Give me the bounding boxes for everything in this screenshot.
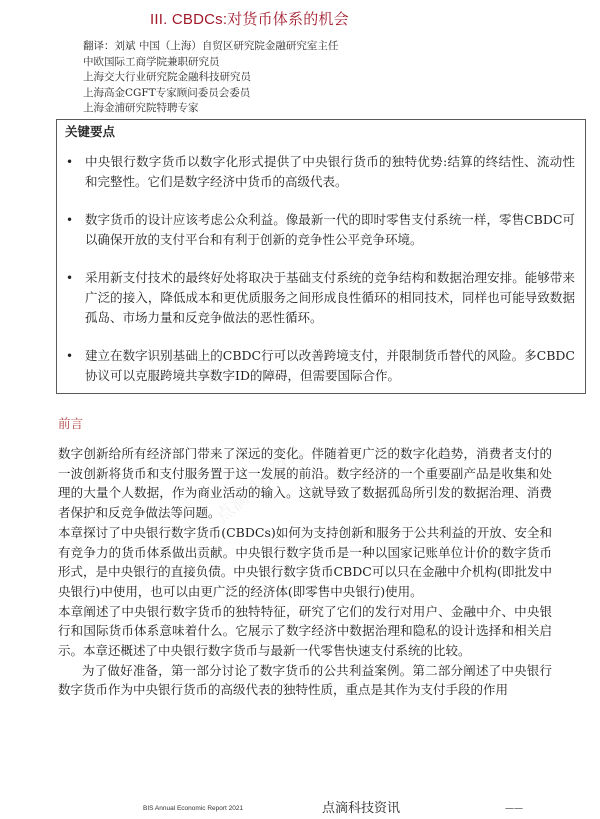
key-point-item — [57, 346, 585, 386]
preface-body — [58, 444, 552, 700]
key-points-title: 关键要点 — [65, 124, 116, 139]
body-paragraph: 数字创新给所有经济部门带来了深远的变化。伴随着更广泛的数字化趋势，消费者支付的一波创新将货币和支付服务置于这一发展的前沿。数字经济的一个重要副产品是收集和处理的大量个人数据，作为商业活动的输入。这就导致了数据孤岛所引发的数据治理、消费者保护和反竞争做法等问题。 — [58, 446, 552, 521]
footer-page: —— — [505, 804, 523, 814]
translator-line: 翻译：刘斌 中国（上海）自贸区研究院金融研究室主任 — [83, 40, 339, 52]
bullet-icon: • — [66, 213, 74, 227]
watermark: 点滴科技资讯 — [211, 441, 309, 527]
footer-report-name: BIS Annual Economic Report 2021 — [143, 805, 244, 812]
body-paragraph: 本章阐述了中央银行数字货币的独特特征，研究了它们的发行对用户、金融中介、中央银行和国际货币体系意味着什么。它展示了数字经济中数据治理和隐私的设计选择和相关启示。本章还概述了中央银行数字货币与最新一代零售快速支付系统的比较。 — [58, 603, 552, 659]
key-point-text: 建立在数字识别基础上的CBDC行可以改善跨境支付，并限制货币替代的风险。多CBDC协议可以克服跨境共享数字ID的障碍，但需要国际合作。 — [85, 348, 575, 383]
key-points-list — [57, 152, 585, 404]
bullet-icon: • — [66, 349, 74, 363]
translator-line: 中欧国际工商学院兼职研究员 — [83, 55, 220, 68]
translator-line: 上海金浦研究院特聘专家 — [83, 102, 199, 115]
key-point-text: 采用新支付技术的最终好处将取决于基础支付系统的竞争结构和数据治理安排。能够带来广泛的接入，降低成本和更优质服务之间形成良性循环的相同技术，同样也可能导致数据孤岛、市场力量和反竞争做法的恶性循环。 — [85, 270, 575, 325]
translator-credits — [83, 39, 338, 117]
key-point-item — [57, 210, 585, 250]
body-paragraph: 为了做好准备，第一部分讨论了数字货币的公共利益案例。第二部分阐述了中央银行数字货币作为中央银行货币的高级代表的独特性质，重点是其作为支付手段的作用 — [58, 662, 552, 698]
body-paragraph: 本章探讨了中央银行数字货币(CBDCs)如何为支持创新和服务于公共利益的开放、安全和有竞争力的货币体系做出贡献。中央银行数字货币是一种以国家记账单位计价的数字货币形式，是中央银行的直接负债。中央银行数字货币CBDC可以只在金融中介机构(即批发中央银行)中使用，也可以由更广泛的经济体(即零售中央银行)使用。 — [58, 524, 552, 599]
key-point-text: 中央银行数字货币以数字化形式提供了中央银行货币的独特优势:结算的终结性、流动性和完整性。它们是数字经济中货币的高级代表。 — [85, 154, 575, 189]
preface-heading: 前言 — [58, 416, 84, 431]
key-point-text: 数字货币的设计应该考虑公众利益。像最新一代的即时零售支付系统一样，零售CBDC可以确保开放的支付平台和有利于创新的竞争性公平竞争环境。 — [85, 212, 575, 247]
translator-line: 上海高金CGFT专家顾问委员会委员 — [83, 86, 251, 99]
key-points-box — [56, 119, 586, 394]
bullet-icon: • — [66, 271, 74, 285]
translator-line: 上海交大行业研究院金融科技研究员 — [83, 71, 251, 84]
chapter-title: III. CBDCs:对货币体系的机会 — [150, 11, 349, 28]
bullet-icon: • — [66, 155, 74, 169]
key-point-item — [57, 268, 585, 328]
key-point-item — [57, 152, 585, 192]
footer-source: 点滴科技资讯 — [322, 801, 401, 816]
